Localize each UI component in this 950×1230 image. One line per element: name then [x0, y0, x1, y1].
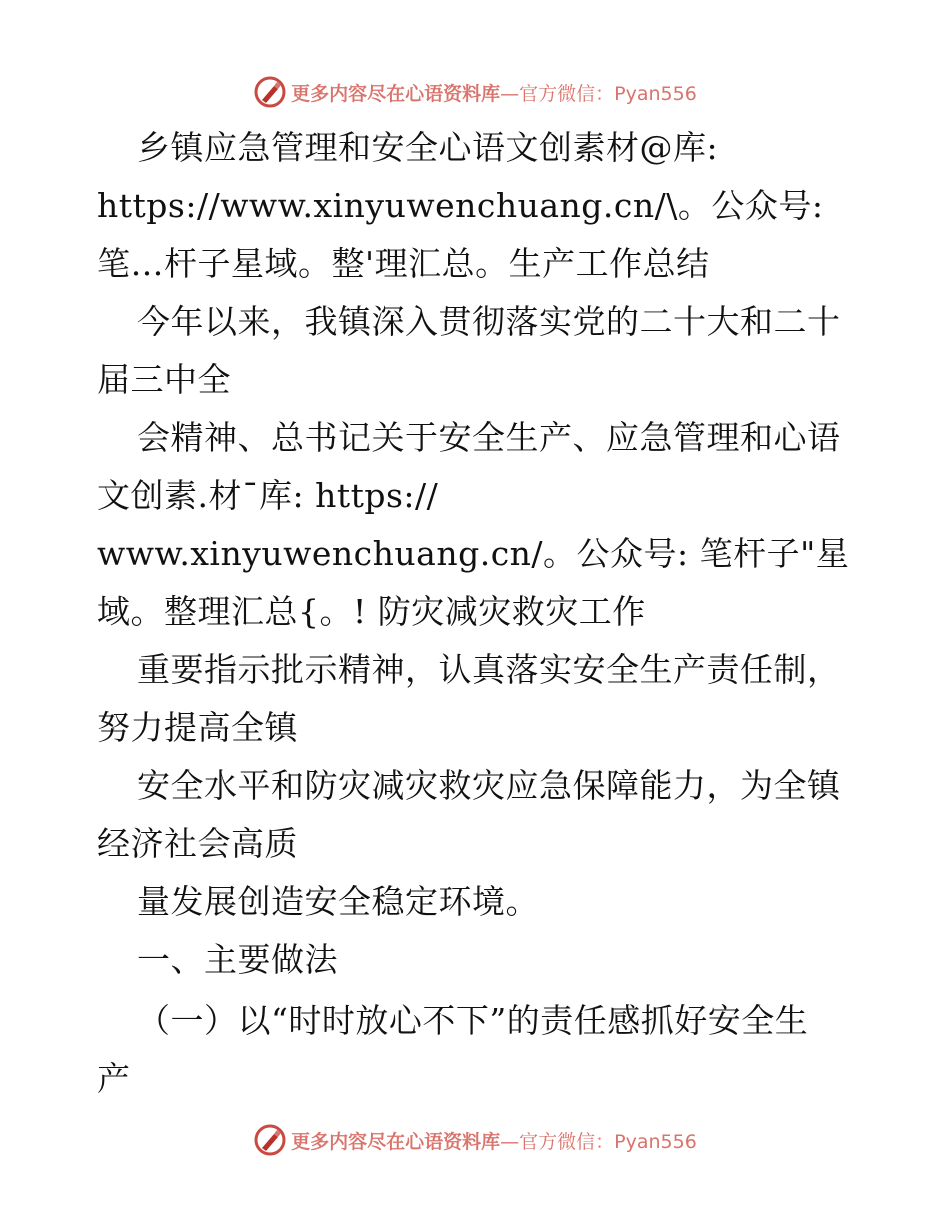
text-line: 届三中全 [97, 360, 231, 399]
text-line: 今年以来，我镇深入贯彻落实党的二十大和二十 [137, 302, 841, 341]
text-line: 安全水平和防灾减灾救灾应急保障能力，为全镇 [137, 766, 841, 805]
banner-wechat-text: —官方微信：Pyan556 [500, 82, 697, 105]
text-line: 域。整理汇总{。! 防灾减灾救灾工作 [97, 592, 646, 631]
banner-brand-text: 更多内容尽在心语资料库 [291, 82, 501, 105]
header-banner [0, 72, 950, 112]
text-line: 文创素.材¯库: https:// [97, 476, 439, 515]
text-line: 产 [97, 1059, 131, 1098]
text-line: 经济社会高质 [97, 824, 298, 863]
text-line: 努力提高全镇 [97, 708, 298, 747]
text-line: 会精神、总书记关于安全生产、应急管理和心语 [137, 418, 841, 457]
text-line: www.xinyuwenchuang.cn/。公众号: 笔杆子"星 [97, 534, 850, 573]
section-heading: 一、主要做法 [137, 940, 338, 979]
text-line: 乡镇应急管理和安全心语文创素材@库: [137, 128, 719, 167]
pen-logo-icon [253, 75, 287, 109]
banner-brand-text: 更多内容尽在心语资料库 [291, 1130, 501, 1153]
subsection-heading: （一）以“时时放心不下”的责任感抓好安全生 [137, 1001, 809, 1040]
text-line: 重要指示批示精神，认真落实安全生产责任制， [137, 650, 841, 689]
pen-logo-icon [253, 1123, 287, 1157]
text-line: https://www.xinyuwenchuang.cn/\。公众号: [97, 186, 824, 225]
text-line: 笔…杆子星域。整'理汇总。生产工作总结 [97, 244, 710, 283]
footer-banner [0, 1120, 950, 1160]
text-line: 量发展创造安全稳定环境。 [137, 882, 539, 921]
banner-wechat-text: —官方微信：Pyan556 [500, 1130, 697, 1153]
